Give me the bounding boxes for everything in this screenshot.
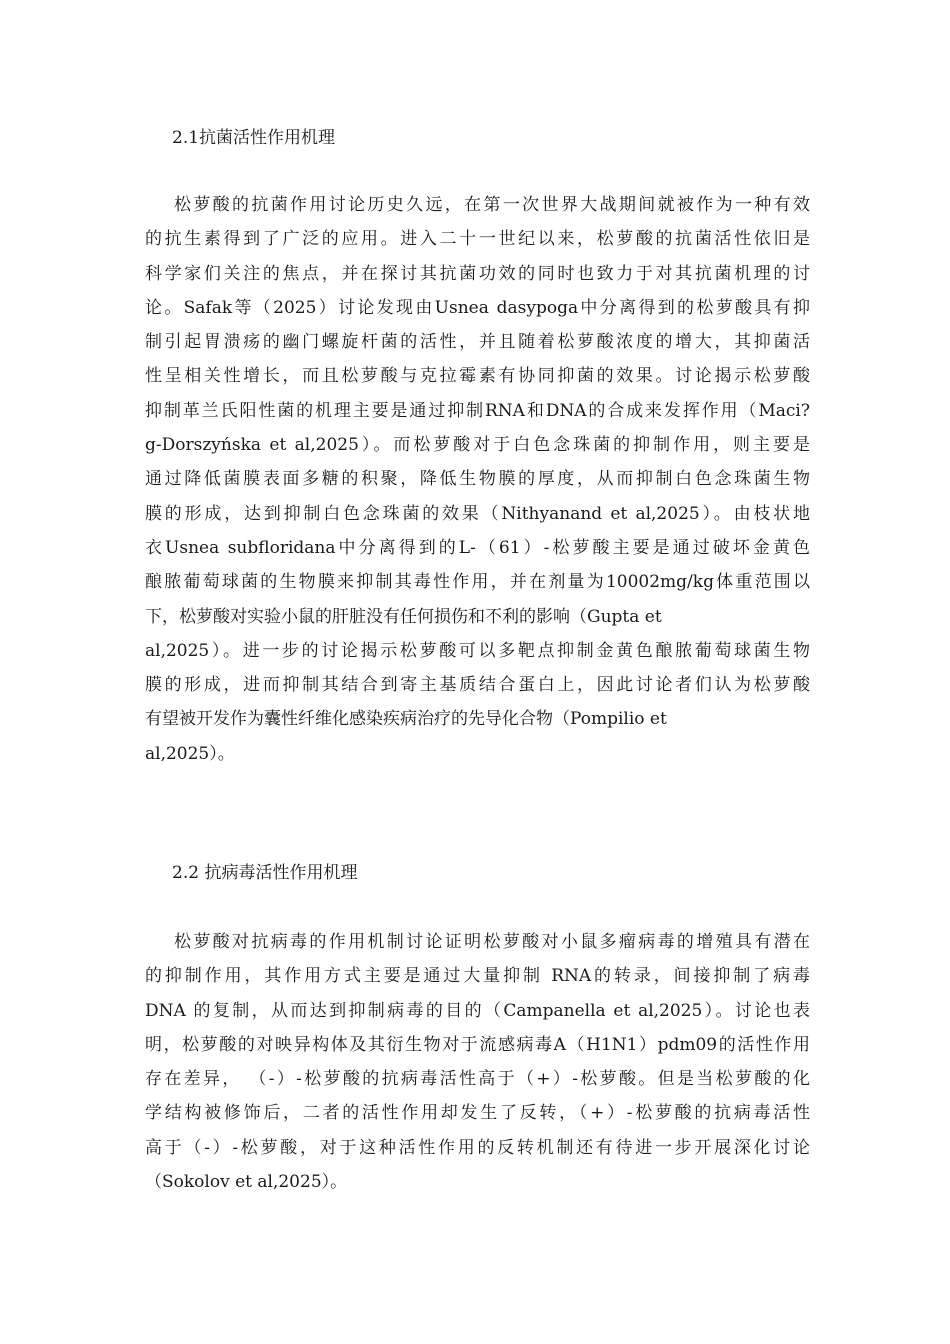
paragraph-line: al,2025）。 xyxy=(145,743,235,764)
paragraph-line: 存在差异， （-）-松萝酸的抗病毒活性高于（+）-松萝酸。但是当松萝酸的化 xyxy=(145,1069,810,1090)
paragraph-line: 科学家们关注的焦点，并在探讨其抗菌功效的同时也致力于对其抗菌机理的讨 xyxy=(145,263,810,284)
paragraph-line: 性呈相关性增长，而且松萝酸与克拉霉素有协同抑菌的效果。讨论揭示松萝酸 xyxy=(145,366,810,387)
paragraph-line: 衣Usnea subfloridana中分离得到的L-（61）-松萝酸主要是通过破坏金黄色 xyxy=(145,537,810,558)
paragraph-line: 学结构被修饰后，二者的活性作用却发生了反转，（+）-松萝酸的抗病毒活性 xyxy=(145,1103,810,1124)
paragraph-line: 明，松萝酸的对映异构体及其衍生物对于流感病毒A（H1N1）pdm09的活性作用 xyxy=(145,1034,810,1055)
paragraph-line: 高于（-）-松萝酸，对于这种活性作用的反转机制还有待进一步开展深化讨论 xyxy=(145,1137,810,1158)
paragraph-line: 膜的形成，达到抑制白色念珠菌的效果（Nithyanand et al,2025）。由枝状地 xyxy=(145,503,810,524)
section-heading-antibacterial: 2.1抗菌活性作用机理 xyxy=(172,128,336,148)
paragraph-line: 松萝酸的抗菌作用讨论历史久远，在第一次世界大战期间就被作为一种有效 xyxy=(174,195,810,215)
section-heading-antiviral: 2.2 抗病毒活性作用机理 xyxy=(172,863,358,883)
paragraph-antibacterial xyxy=(145,188,810,771)
paragraph-line: （Sokolov et al,2025）。 xyxy=(145,1172,348,1193)
paragraph-line: 的抑制作用，其作用方式主要是通过大量抑制 RNA的转录，间接抑制了病毒 xyxy=(145,966,810,987)
paragraph-line: al,2025）。进一步的讨论揭示松萝酸可以多靶点抑制金黄色酿脓葡萄球菌生物 xyxy=(145,640,810,661)
paragraph-line: DNA 的复制，从而达到抑制病毒的目的（Campanella et al,2025）。讨论也表 xyxy=(145,1000,810,1021)
paragraph-antiviral xyxy=(145,925,810,1199)
paragraph-line: 论。Safak等（2025）讨论发现由Usnea dasypoga中分离得到的松萝酸具有抑 xyxy=(145,297,810,318)
paragraph-line: g-Dorszyńska et al,2025）。而松萝酸对于白色念珠菌的抑制作用，则主要是 xyxy=(145,435,810,456)
paragraph-line: 松萝酸对抗病毒的作用机制讨论证明松萝酸对小鼠多瘤病毒的增殖具有潜在 xyxy=(174,932,810,952)
paragraph-line: 酿脓葡萄球菌的生物膜来抑制其毒性作用，并在剂量为10002mg/kg体重范围以 xyxy=(145,572,810,593)
paragraph-line: 抑制革兰氏阳性菌的机理主要是通过抑制RNA和DNA的合成来发挥作用（Maci? xyxy=(145,400,810,421)
paragraph-line: 的抗生素得到了广泛的应用。进入二十一世纪以来，松萝酸的抗菌活性依旧是 xyxy=(145,229,810,250)
paragraph-line: 膜的形成，进而抑制其结合到寄主基质结合蛋白上，因此讨论者们认为松萝酸 xyxy=(145,675,810,696)
paragraph-line: 制引起胃溃疡的幽门螺旋杆菌的活性，并且随着松萝酸浓度的增大，其抑菌活 xyxy=(145,332,810,353)
paragraph-line: 有望被开发作为囊性纤维化感染疾病治疗的先导化合物（Pompilio et xyxy=(145,709,667,730)
paragraph-line: 下，松萝酸对实验小鼠的肝脏没有任何损伤和不利的影响（Gupta et xyxy=(145,606,662,627)
paragraph-line: 通过降低菌膜表面多糖的积聚，降低生物膜的厚度，从而抑制白色念珠菌生物 xyxy=(145,469,810,490)
